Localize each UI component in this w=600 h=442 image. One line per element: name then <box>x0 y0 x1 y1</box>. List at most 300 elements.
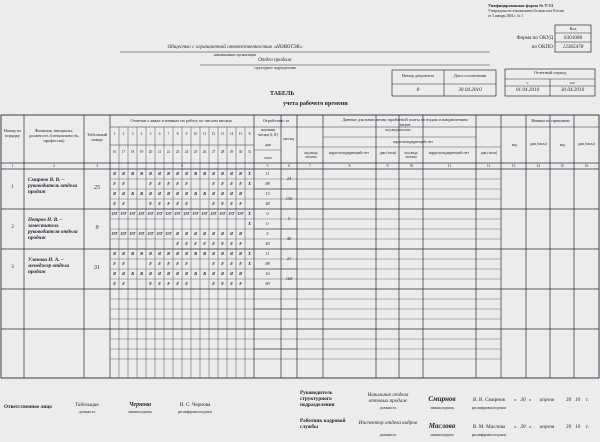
column-number: 9 <box>386 163 389 168</box>
hr-year: 10 <box>575 424 581 430</box>
organization-name: Общество с ограниченной ответственностью «НОВОТЭК» <box>167 44 303 50</box>
column-number: 12 <box>486 163 491 168</box>
timesheet-mark: В <box>140 171 143 176</box>
organization-caption: наименование организации <box>214 53 256 57</box>
day-number: 4 <box>140 132 143 136</box>
half1-hours: 88 <box>265 181 270 186</box>
timesheet-mark: 8 <box>212 241 215 246</box>
timesheet-mark: 8 <box>239 281 242 286</box>
timesheet-mark: Я <box>185 271 188 276</box>
timesheet-mark: ОТ <box>174 211 181 216</box>
timesheet-mark: ОТ <box>120 211 127 216</box>
timesheet-mark: Я <box>230 251 233 256</box>
timesheet-mark: ОТ <box>147 211 154 216</box>
timesheet-mark: В <box>203 271 206 276</box>
header-col-hours: часы <box>264 156 272 160</box>
timesheet-mark: ОТ <box>228 211 235 216</box>
timesheet-mark: 8 <box>185 281 188 286</box>
day-number: 20 <box>148 150 153 154</box>
timesheet-mark: 8 <box>167 261 170 266</box>
codes-header: Код <box>569 26 577 31</box>
okud-label: Форма по ОКУД <box>516 35 553 41</box>
timesheet-mark: 8 <box>158 201 161 206</box>
timesheet-mark: 8 <box>185 241 188 246</box>
timesheet-mark: Я <box>185 191 188 196</box>
header-col-tab: Табельный номер <box>86 132 108 142</box>
timesheet-mark: Я <box>167 191 170 196</box>
day-number: 11 <box>202 132 207 136</box>
timesheet-mark: В <box>203 171 206 176</box>
day-number: 28 <box>220 150 225 154</box>
timesheet-mark: Я <box>176 271 179 276</box>
okpo-label: по ОКПО <box>531 44 553 50</box>
hr-month: апреля <box>539 424 555 430</box>
timesheet-mark: ОТ <box>237 211 244 216</box>
timesheet-mark: Я <box>221 251 224 256</box>
timesheet-mark: В <box>194 271 197 276</box>
timesheet-mark: Я <box>167 251 170 256</box>
timesheet-mark: 8 <box>176 241 179 246</box>
doc-number: 8 <box>416 87 420 93</box>
head-position-caption: должность <box>379 406 397 410</box>
day-number: 21 <box>157 150 162 154</box>
timesheet-mark: ОТ <box>111 211 118 216</box>
timesheet-mark: Я <box>212 251 215 256</box>
timesheet-mark: 8 <box>176 181 179 186</box>
okud-code: 0301008 <box>563 35 583 41</box>
timesheet-mark: Я <box>158 171 161 176</box>
head-signature: Смирнов <box>428 395 456 403</box>
head-year: 10 <box>575 397 581 403</box>
timesheet-mark: ОТ <box>183 211 190 216</box>
day-number: 1 <box>113 132 116 136</box>
timesheet-mark: ОТ <box>210 211 217 216</box>
timesheet-mark: 8 <box>212 261 215 266</box>
timesheet-mark: 8 <box>158 261 161 266</box>
day-number: 23 <box>175 150 180 154</box>
period-to: 30.04.2010 <box>560 87 585 93</box>
timesheet-mark: ОТ <box>165 231 172 236</box>
okpo-code: 12365478 <box>562 44 584 50</box>
day-number: 10 <box>193 132 198 136</box>
period-from: 01.04.2010 <box>515 87 540 93</box>
timesheet-mark: Я <box>149 271 152 276</box>
column-number: 3 <box>96 163 98 168</box>
responsible-signature-caption: личная подпись <box>127 410 153 414</box>
employee-number: 1 <box>11 184 14 190</box>
timesheet-mark: ОТ <box>138 211 145 216</box>
header-pay-korr-1: корреспондирующий счет <box>329 151 369 155</box>
header-pay-dni-1: дни (часы) <box>379 151 397 155</box>
timesheet-mark: 8 <box>221 261 224 266</box>
timesheet-mark: 8 <box>113 181 116 186</box>
timesheet-mark: 8 <box>149 201 152 206</box>
timesheet-mark: В <box>194 191 197 196</box>
head-position: Начальник отдела оптовых продаж <box>367 392 409 404</box>
column-number: 10 <box>409 163 413 168</box>
header-pay-kv-1: код вида оплаты <box>304 151 318 159</box>
timesheet-mark: Я <box>149 191 152 196</box>
timesheet-mark: 8 <box>239 201 242 206</box>
half2-days: 10 <box>265 271 270 276</box>
timesheet-mark: Я <box>185 171 188 176</box>
timesheet-mark: Я <box>221 191 224 196</box>
header-col-absence: Неявки по причинам <box>531 118 570 123</box>
half2-hours: 48 <box>265 201 270 206</box>
timesheet-mark: ОТ <box>192 211 199 216</box>
timesheet-mark: Я <box>113 251 116 256</box>
hr-name-caption: расшифровка подписи <box>471 433 507 437</box>
timesheet-mark: X <box>248 261 251 266</box>
employee-tab-number: 9 <box>95 225 99 231</box>
timesheet-mark: X <box>248 211 251 216</box>
responsible-name-caption: расшифровка подписи <box>177 410 213 414</box>
hr-date-close: » <box>529 424 532 430</box>
day-number: 8 <box>176 132 179 136</box>
hr-position: Инспектор отдела кадров <box>358 420 418 426</box>
timesheet-mark: ОТ <box>129 211 136 216</box>
timesheet-mark: Я <box>158 251 161 256</box>
column-number: 13 <box>511 163 516 168</box>
header-col-days: дни <box>265 143 271 147</box>
month-days: 5 <box>287 216 291 221</box>
header-col-marks: Отметки о явках и неявках на работу по числам месяца <box>130 118 232 123</box>
timesheet-mark: 8 <box>122 281 125 286</box>
timesheet-mark: Я <box>212 271 215 276</box>
day-number: 13 <box>220 132 225 136</box>
header-col-half: половину месяца (I, II) <box>258 128 278 137</box>
timesheet-mark: Я <box>185 251 188 256</box>
timesheet-mark: Я <box>167 171 170 176</box>
department-name: Отдел продаж <box>258 57 292 63</box>
timesheet-mark: Я <box>212 231 215 236</box>
timesheet-mark: X <box>248 221 251 226</box>
half1-days: 11 <box>265 171 270 176</box>
half2-days: 5 <box>266 231 269 236</box>
form-approval: Утверждена постановлением Госкомстата России <box>488 9 564 13</box>
month-hours: 136 <box>285 196 293 201</box>
timesheet-mark: 8 <box>212 281 215 286</box>
timesheet-mark: В <box>131 191 134 196</box>
timesheet-mark: ОТ <box>138 231 145 236</box>
timesheet-mark: Я <box>230 271 233 276</box>
timesheet-mark: Я <box>176 191 179 196</box>
column-number: 14 <box>536 163 540 168</box>
timesheet-mark: 8 <box>212 201 215 206</box>
day-number: 26 <box>202 150 207 154</box>
timesheet-mark: В <box>131 271 134 276</box>
half2-hours: 40 <box>265 241 270 246</box>
timesheet-mark: X <box>248 171 251 176</box>
day-number: 25 <box>193 150 198 154</box>
column-number: 1 <box>11 163 14 168</box>
timesheet-mark: Я <box>185 231 188 236</box>
day-number: 31 <box>247 150 252 154</box>
timesheet-mark: 8 <box>158 181 161 186</box>
hr-position-caption: должность <box>379 433 397 437</box>
timesheet-mark: Я <box>122 251 125 256</box>
column-number: 16 <box>584 163 589 168</box>
header-pay-korr-2: корреспондирующий счет <box>429 151 469 155</box>
header-pay-kv-2: код вида оплаты <box>404 151 418 159</box>
day-number: 7 <box>167 132 170 136</box>
header-pay-acc-title: корреспондирующий счет <box>393 140 433 144</box>
half2-hours: 80 <box>265 281 270 286</box>
timesheet-mark: 8 <box>185 201 188 206</box>
header-pay-dni-2: дни (часы) <box>480 151 498 155</box>
timesheet-mark: 8 <box>113 261 116 266</box>
timesheet-mark: 8 <box>212 181 215 186</box>
employee-name: Петров Н. В. – заместитель руководителя отдела продаж <box>28 217 78 241</box>
head-year-suffix: г. <box>586 397 589 403</box>
day-number: 5 <box>149 132 152 136</box>
timesheet-mark: 8 <box>230 241 233 246</box>
timesheet-mark: Я <box>113 271 116 276</box>
day-number: 27 <box>211 150 216 154</box>
half1-days: 11 <box>265 251 270 256</box>
half2-days: 13 <box>265 191 270 196</box>
head-day: 30 <box>520 397 526 403</box>
column-number: 6 <box>288 163 290 168</box>
day-number: 3 <box>131 132 134 136</box>
day-number: 22 <box>166 150 171 154</box>
timesheet-mark: ОТ <box>156 231 163 236</box>
form-approval-date: от 5 января 2004 г. № 1 <box>488 14 524 18</box>
timesheet-mark: 8 <box>230 201 233 206</box>
hr-signature-caption: личная подпись <box>429 433 455 437</box>
timesheet-mark: Я <box>176 251 179 256</box>
timesheet-mark: Я <box>122 171 125 176</box>
responsible-name: И. С. Чернова <box>179 402 211 408</box>
timesheet-mark: Я <box>113 171 116 176</box>
timesheet-mark: Я <box>167 271 170 276</box>
timesheet-mark: 8 <box>221 201 224 206</box>
hr-signature: Маслова <box>428 422 456 430</box>
timesheet-mark: В <box>140 191 143 196</box>
timesheet-mark: Я <box>149 251 152 256</box>
timesheet-mark: Я <box>212 191 215 196</box>
timesheet-mark: 8 <box>176 201 179 206</box>
timesheet-mark: 8 <box>221 181 224 186</box>
timesheet-mark: 8 <box>221 281 224 286</box>
timesheet-mark: 8 <box>149 261 152 266</box>
timesheet-mark: X <box>248 251 251 256</box>
timesheet-mark: 8 <box>167 281 170 286</box>
timesheet-mark: ОТ <box>165 211 172 216</box>
timesheet-mark: 8 <box>176 281 179 286</box>
head-label: Руководитель структурного подразделения <box>300 390 335 408</box>
timesheet-mark: 8 <box>149 281 152 286</box>
timesheet-mark: Я <box>221 271 224 276</box>
timesheet-mark: 8 <box>239 261 242 266</box>
month-hours: 40 <box>286 236 292 241</box>
day-number: 12 <box>211 132 216 136</box>
timesheet-mark: Я <box>239 271 242 276</box>
timesheet-mark: В <box>203 251 206 256</box>
period-to-label: по <box>570 80 575 85</box>
employee-number: 2 <box>11 224 14 230</box>
header-abs-days-1: дни (часы) <box>530 142 547 146</box>
header-col-month: месяц <box>283 136 294 141</box>
doc-date-label: Дата составления <box>453 73 487 78</box>
responsible-position-caption: должность <box>78 410 96 414</box>
timesheet-mark: Я <box>230 191 233 196</box>
timesheet-mark: В <box>140 271 143 276</box>
column-number: 2 <box>53 163 55 168</box>
header-col-worked: Отработано за <box>262 118 290 123</box>
responsible-label: Ответственное лицо <box>4 404 52 410</box>
head-name-caption: расшифровка подписи <box>471 406 507 410</box>
hr-year-prefix: 20 <box>566 424 572 430</box>
day-number: 18 <box>130 150 135 154</box>
hr-year-suffix: г. <box>586 424 589 430</box>
half1-hours: 0 <box>266 221 269 226</box>
day-number: 30 <box>238 150 243 154</box>
header-abs-code-2: код <box>559 143 566 147</box>
timesheet-mark: ОТ <box>120 231 127 236</box>
head-month: апреля <box>539 397 555 403</box>
employee-name: Смирнов В. В. – руководитель отдела продаж <box>28 177 78 195</box>
timesheet-mark: 8 <box>194 241 197 246</box>
timesheet-mark: 8 <box>167 201 170 206</box>
timesheet-mark: 8 <box>167 181 170 186</box>
timesheet-mark: В <box>131 171 134 176</box>
head-name: В. В. Смирнов <box>472 397 506 403</box>
half1-days: 0 <box>266 211 269 216</box>
timesheet-mark: 8 <box>221 241 224 246</box>
half1-hours: 88 <box>265 261 270 266</box>
timesheet-mark: 8 <box>185 181 188 186</box>
timesheet-mark: ОТ <box>129 231 136 236</box>
timesheet-mark: 8 <box>122 261 125 266</box>
day-number: 17 <box>121 150 126 154</box>
hr-day: 30 <box>520 424 526 430</box>
timesheet-mark: 8 <box>113 281 116 286</box>
period-from-label: с <box>526 80 529 85</box>
timesheet-mark: Я <box>194 231 197 236</box>
timesheet-mark: 8 <box>113 201 116 206</box>
head-date-open: « <box>514 397 517 403</box>
timesheet-mark: 8 <box>158 281 161 286</box>
day-number: 9 <box>185 132 188 136</box>
timesheet-mark: Я <box>239 251 242 256</box>
day-number: 2 <box>122 132 125 136</box>
head-year-prefix: 20 <box>566 397 572 403</box>
doc-number-label: Номер документа <box>401 73 435 78</box>
day-number: 6 <box>158 132 161 136</box>
timesheet-mark: Я <box>113 191 116 196</box>
timesheet-mark: 8 <box>239 181 242 186</box>
day-number: 15 <box>238 132 243 136</box>
column-number: 7 <box>309 163 311 168</box>
responsible-signature: Чернова <box>128 402 152 408</box>
timesheet-mark: В <box>194 171 197 176</box>
timesheet-mark: Я <box>176 171 179 176</box>
month-hours: 168 <box>285 276 293 281</box>
day-number: 14 <box>229 132 234 136</box>
timesheet-mark: 8 <box>176 261 179 266</box>
timesheet-mark: Я <box>239 171 242 176</box>
timesheet-mark: 8 <box>239 241 242 246</box>
timesheet-mark: 8 <box>230 261 233 266</box>
column-number: 4 <box>181 163 183 168</box>
timesheet-mark: В <box>140 251 143 256</box>
timesheet-mark: В <box>131 251 134 256</box>
employee-tab-number: 25 <box>94 185 100 191</box>
timesheet-mark: ОТ <box>201 211 208 216</box>
timesheet-mark: 8 <box>149 181 152 186</box>
timesheet-mark: Я <box>158 191 161 196</box>
column-number: 8 <box>348 163 351 168</box>
timesheet-mark: 8 <box>185 261 188 266</box>
timesheet-mark: Я <box>221 171 224 176</box>
header-abs-days-2: дни (часы) <box>578 142 595 146</box>
responsible-position: Табельщик <box>75 402 99 408</box>
timesheet-mark: Я <box>212 171 215 176</box>
timesheet-mark: Я <box>230 231 233 236</box>
page-subtitle: учета рабочего времени <box>283 101 348 107</box>
day-number: X <box>248 132 251 136</box>
day-number: 16 <box>112 150 117 154</box>
timesheet-mark: ОТ <box>147 231 154 236</box>
timesheet-mark: Я <box>239 191 242 196</box>
timesheet-mark: Я <box>149 171 152 176</box>
employee-tab-number: 31 <box>94 265 100 271</box>
timesheet-mark: В <box>203 191 206 196</box>
timesheet-mark: 8 <box>122 201 125 206</box>
timesheet-mark: Я <box>239 231 242 236</box>
timesheet-mark: 8 <box>122 181 125 186</box>
timesheet-mark: X <box>248 181 251 186</box>
employee-name: Уланова Н. А. – менеджер отдела продаж <box>28 257 70 275</box>
hr-label: Работник кадровой службы <box>300 418 346 430</box>
head-date-close: » <box>529 397 532 403</box>
day-number: 29 <box>229 150 234 154</box>
hr-name: В. М. Маслова <box>472 424 506 430</box>
day-number: 19 <box>139 150 144 154</box>
timesheet-mark: Я <box>176 231 179 236</box>
timesheet-mark: Я <box>221 231 224 236</box>
timesheet-mark: В <box>194 251 197 256</box>
timesheet-mark: 8 <box>230 281 233 286</box>
timesheet-mark: Я <box>158 271 161 276</box>
header-pay-code-title: код вида оплаты <box>385 128 411 132</box>
timesheet-mark: ОТ <box>219 211 226 216</box>
period-label: Отчетный период <box>533 70 567 75</box>
timesheet-mark: Я <box>122 271 125 276</box>
doc-date: 30.04.2010 <box>458 87 482 93</box>
timesheet-mark: 8 <box>230 181 233 186</box>
column-number: 5 <box>266 163 269 168</box>
hr-date-open: « <box>514 424 517 430</box>
column-number: 15 <box>560 163 564 168</box>
header-abs-code-1: код <box>511 143 518 147</box>
header-col-pay: Данные для начисления заработной платы по видам и направлениям затрат <box>342 117 468 127</box>
column-number: 11 <box>447 163 452 168</box>
timesheet-mark: Я <box>230 171 233 176</box>
timesheet-mark: 8 <box>203 241 206 246</box>
page-title: ТАБЕЛЬ <box>270 91 295 97</box>
timesheet-mark: ОТ <box>111 231 118 236</box>
timesheet-mark: Я <box>203 231 206 236</box>
header-col-num: Номер по порядку <box>3 128 22 138</box>
head-signature-caption: личная подпись <box>429 406 455 410</box>
day-number: 24 <box>184 150 189 154</box>
month-days: 24 <box>286 176 292 181</box>
timesheet-mark: Я <box>122 191 125 196</box>
month-days: 21 <box>286 256 292 261</box>
form-number: Унифицированная форма № Т-13 <box>488 3 554 8</box>
